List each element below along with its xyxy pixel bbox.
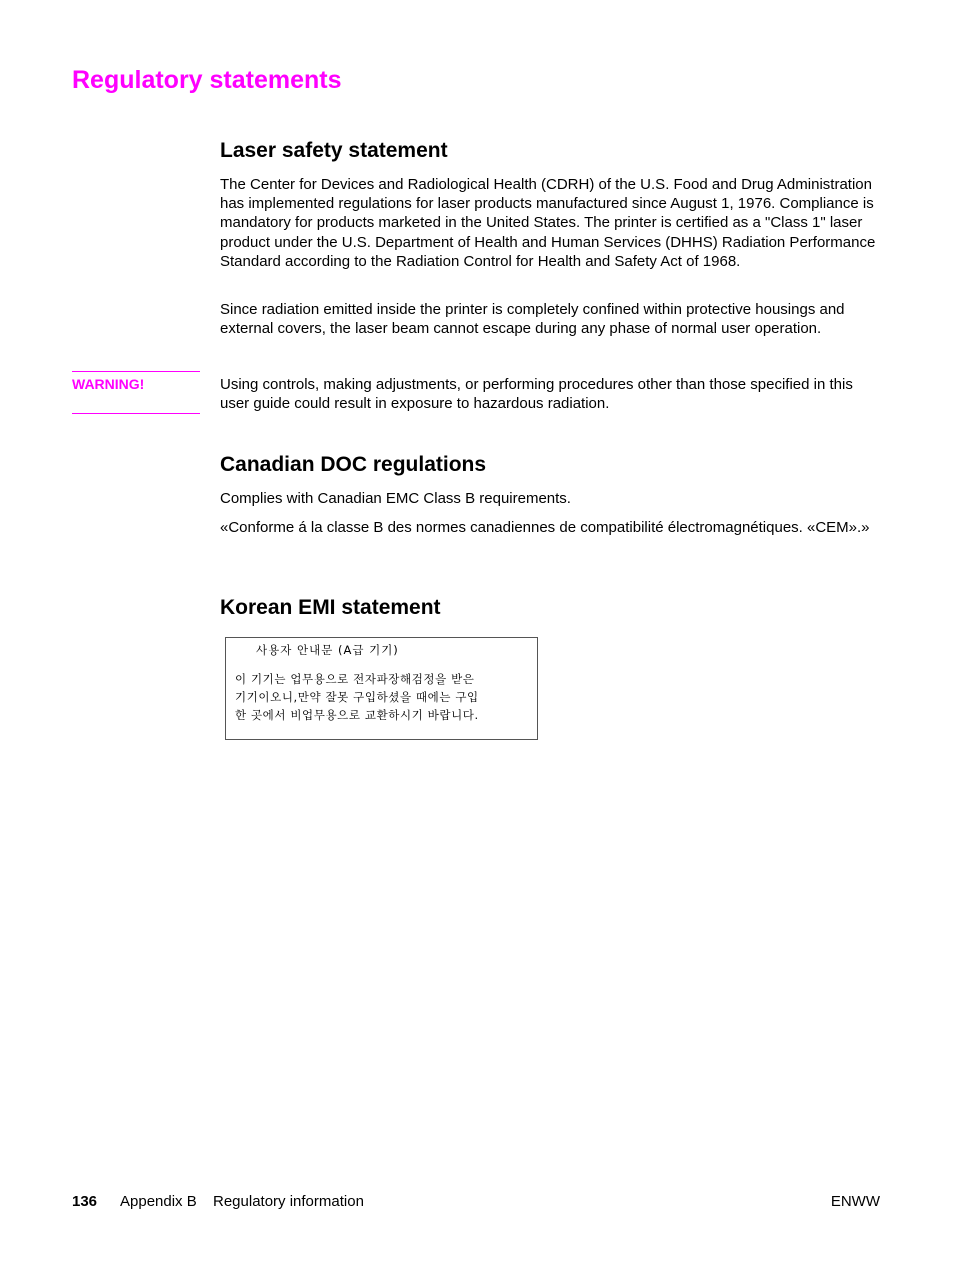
laser-safety-paragraph-1: The Center for Devices and Radiological Health (CDRH) of the U.S. Food and Drug Administration has implemented regulations for laser products manufactured since August 1, 1976. Compliance is mandatory for products marketed in the United States. The printer is certified as a "Class 1" laser product under the U.S. Department of Health and Human Services (DHHS) Radiation Performance Standard according to the Radiation Control for Health and Safety Act of 1968.: [220, 176, 876, 270]
page-title: Regulatory statements: [72, 66, 342, 94]
footer-document-code: ENWW: [830, 1193, 880, 1210]
warning-bottom-rule: [72, 413, 200, 414]
footer-appendix: Appendix B: [120, 1193, 197, 1210]
laser-safety-paragraph-2: Since radiation emitted inside the printer is completely confined within protective housings and external covers, the laser beam cannot escape during any phase of normal user operation.: [220, 301, 845, 338]
korean-emi-heading: Korean EMI statement: [220, 596, 441, 619]
canadian-doc-heading: Canadian DOC regulations: [220, 453, 487, 476]
korean-box-line: 이 기기는 업무용으로 전자파장해검정을 받은: [235, 672, 475, 686]
korean-box-title: 사용자 안내문 (A급 기기): [256, 643, 399, 657]
warning-label: WARNING!: [72, 376, 145, 392]
korean-box-line: 기기이오니,만약 잘못 구입하셨을 때에는 구입: [235, 690, 479, 704]
canadian-paragraph-1: Complies with Canadian EMC Class B requirements.: [220, 490, 571, 507]
footer-page-number: 136: [72, 1193, 98, 1210]
warning-top-rule: [72, 371, 200, 372]
korean-box-line: 한 곳에서 비업무용으로 교환하시기 바랍니다.: [235, 708, 479, 722]
warning-text: Using controls, making adjustments, or performing procedures other than those specified in this user guide could result in exposure to hazardous radiation.: [220, 376, 853, 413]
laser-safety-heading: Laser safety statement: [220, 139, 448, 162]
footer-section-title: Regulatory information: [213, 1193, 364, 1210]
canadian-paragraph-2: «Conforme á la classe B des normes canadiennes de compatibilité électromagnétiques. «CEM».»: [220, 519, 870, 536]
korean-emi-statement-box: [225, 637, 538, 740]
